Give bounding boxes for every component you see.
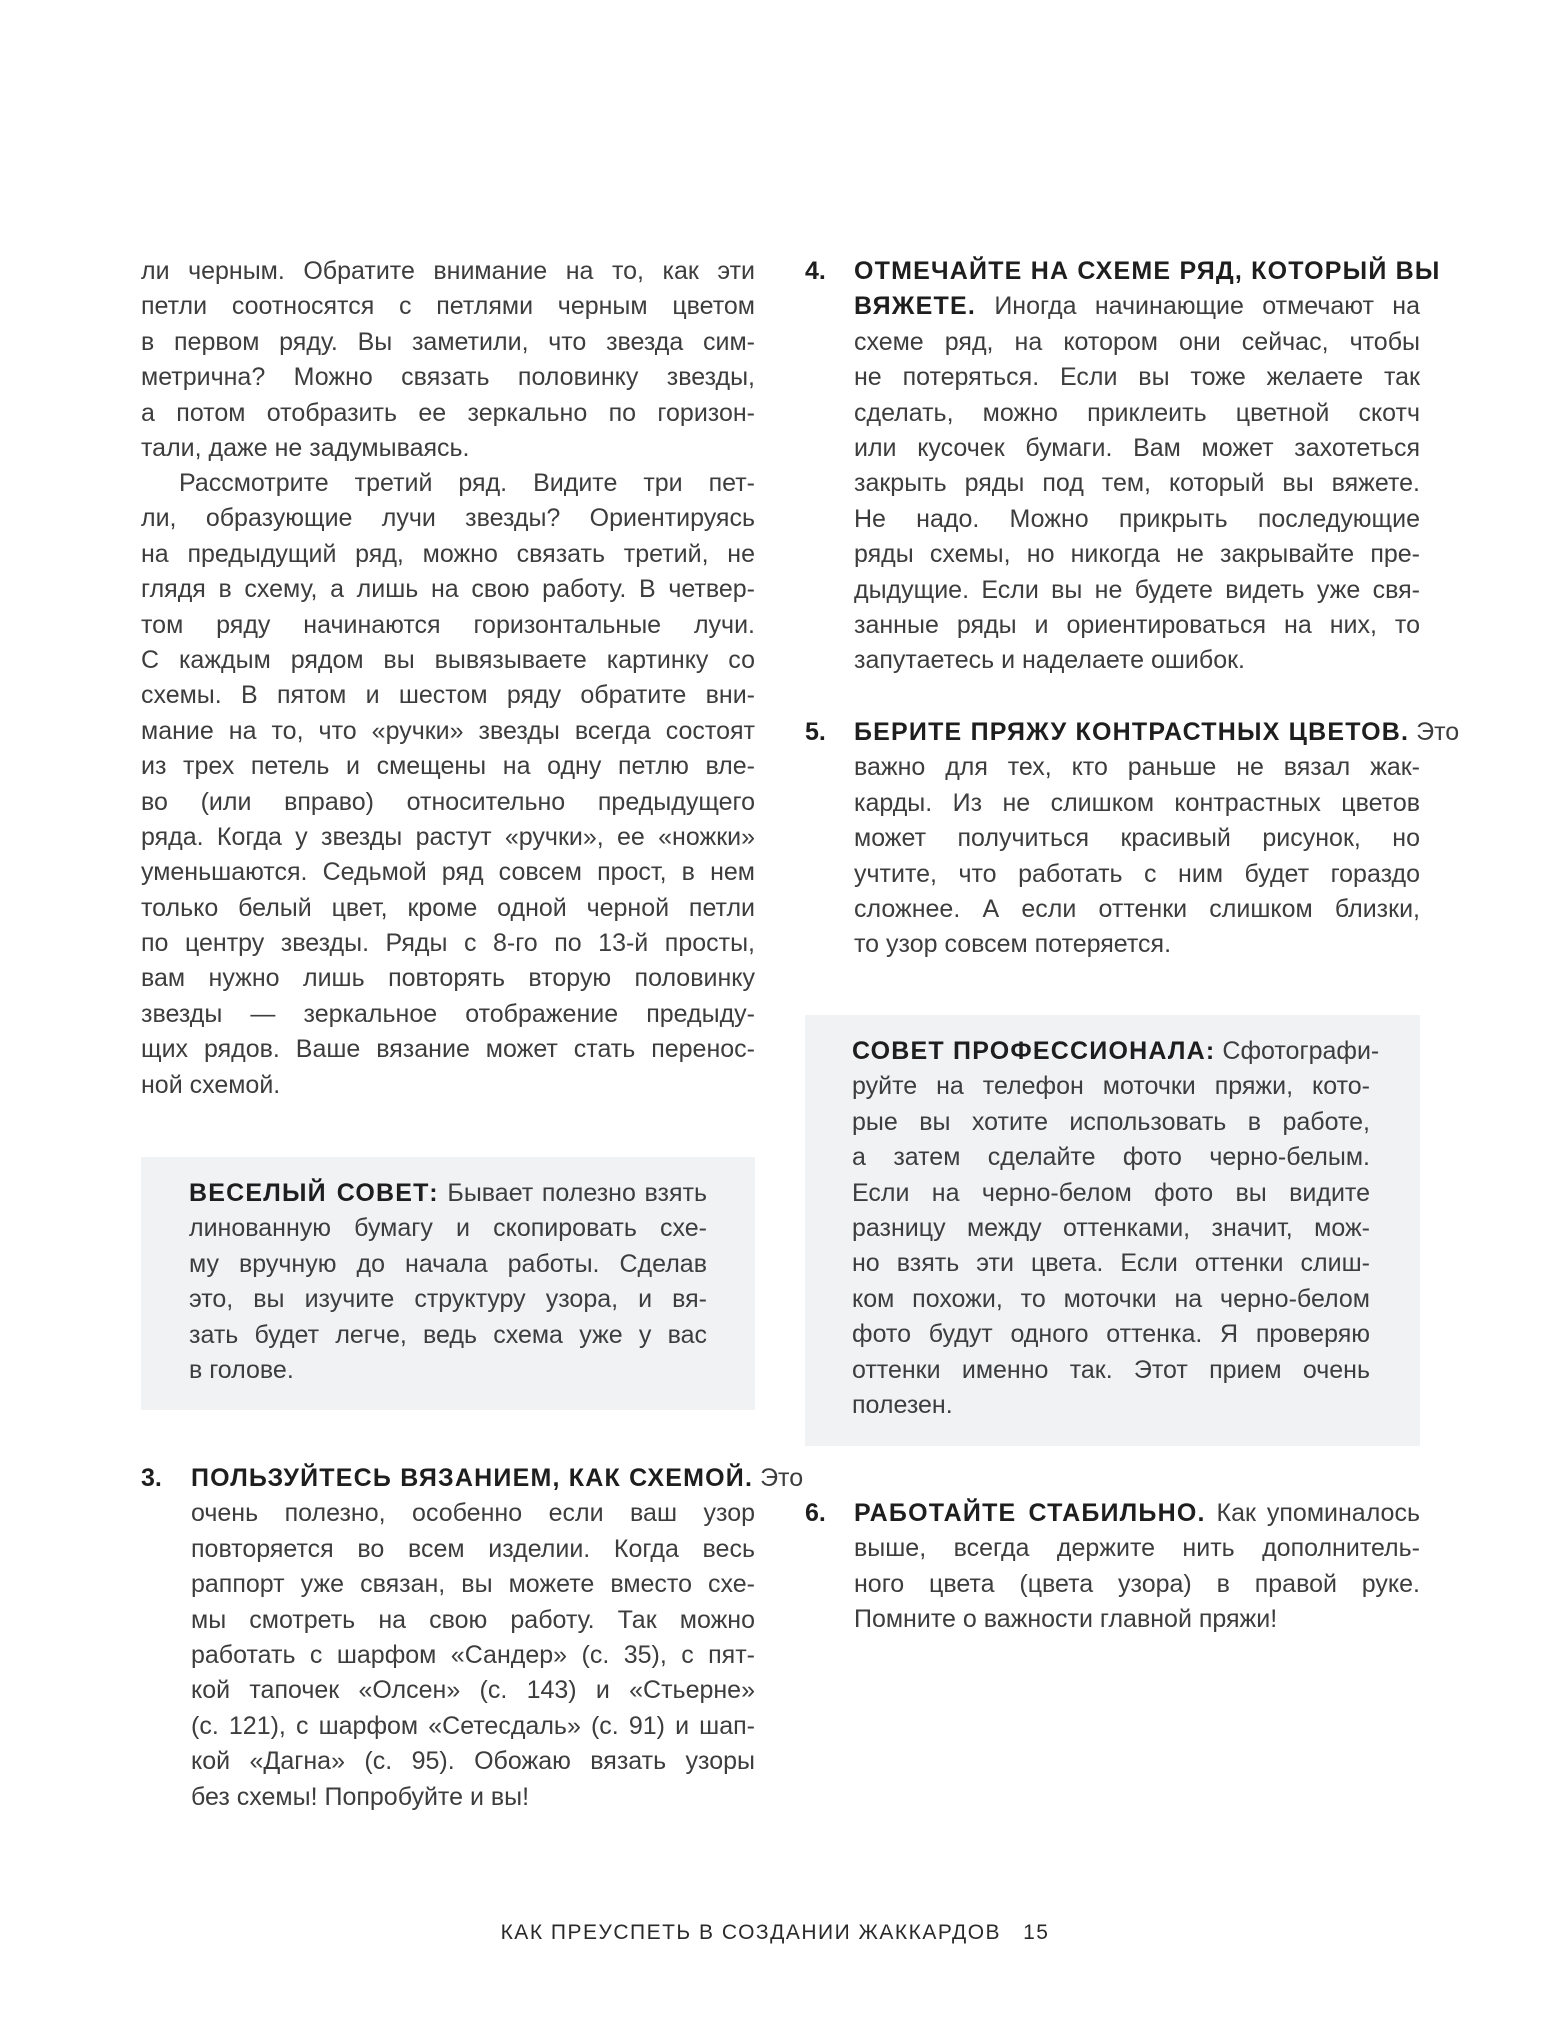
text-line: ного цвета (цвета узора) в правой руке. [854, 1569, 1420, 1598]
text-line: запутаетесь и наделаете ошибок. [854, 646, 1245, 675]
left-paragraph-2 [141, 466, 755, 1103]
text-line [191, 1461, 804, 1496]
item-5-text [854, 715, 1460, 963]
text-line: в голове. [189, 1355, 294, 1384]
text-line: очень полезно, особенно если ваш узор [191, 1499, 755, 1528]
line-text: Бывает полезно взять [438, 1179, 707, 1207]
item-3-text [191, 1461, 804, 1815]
text-line: му вручную до начала работы. Сделав [189, 1249, 707, 1278]
text-line: выше, всегда держите нить дополнитель- [854, 1534, 1420, 1563]
text-line: схемы. В пятом и шестом ряду обратите вни- [141, 681, 755, 710]
text-line [854, 1496, 1420, 1531]
text-line: важно для тех, кто раньше не вязал жак- [854, 753, 1420, 782]
text-line: а потом отобразить ее зеркально по горизон- [141, 398, 755, 427]
text-line: глядя в схему, а лишь на свою работу. В четвер- [141, 575, 755, 604]
text-line: звезды — зеркальное отображение предыду- [141, 999, 755, 1028]
text-line: ли, образующие лучи звезды? Ориентируясь [141, 504, 755, 533]
line-text: Иногда начинающие отмечают на [975, 292, 1420, 321]
item-6-text [854, 1496, 1420, 1638]
text-line: или кусочек бумаги. Вам может захотеться [854, 433, 1420, 462]
text-line: Если на черно-белом фото вы видите [852, 1178, 1370, 1207]
text-line: кой тапочек «Олсен» (с. 143) и «Стьерне» [191, 1676, 755, 1705]
text-line: по центру звезды. Ряды с 8-го по 13-й просты, [141, 929, 755, 958]
page-number: 15 [1023, 1921, 1050, 1944]
text-line: ли черным. Обратите внимание на то, как эти [141, 257, 755, 285]
bold-heading: БЕРИТЕ ПРЯЖУ КОНТРАСТНЫХ ЦВЕТОВ. [854, 718, 1410, 746]
text-line: сделать, можно приклеить цветной скотч [854, 398, 1420, 427]
text-line: схеме ряд, на котором они сейчас, чтобы [854, 327, 1420, 356]
item-4-number: 4. [805, 257, 826, 285]
text-line [189, 1176, 707, 1211]
text-line: повторяется во всем изделии. Когда весь [191, 1534, 755, 1563]
bold-heading: ОТМЕЧАЙТЕ НА СХЕМЕ РЯД, КОТОРЫЙ ВЫ [854, 257, 1441, 285]
line-text: Как упоминалось [1205, 1499, 1420, 1527]
text-line: Рассмотрите третий ряд. Видите три пет- [179, 469, 755, 497]
running-title: КАК ПРЕУСПЕТЬ В СОЗДАНИИ ЖАККАРДОВ [500, 1921, 1002, 1944]
text-line: сложнее. А если оттенки слишком близки, [854, 894, 1420, 923]
text-line: может получиться красивый рисунок, но [854, 824, 1420, 853]
item-5-number: 5. [805, 718, 826, 746]
bold-heading: ПОЛЬЗУЙТЕСЬ ВЯЗАНИЕМ, КАК СХЕМОЙ. [191, 1464, 754, 1492]
text-line: (с. 121), с шарфом «Сетесдаль» (с. 91) и шап- [191, 1711, 755, 1740]
text-line: линованную бумагу и скопировать схе- [189, 1214, 707, 1243]
text-line: ной схемой. [141, 1070, 281, 1099]
text-line: щих рядов. Ваше вязание может стать перенос- [141, 1035, 755, 1064]
text-line: Не надо. Можно прикрыть последующие [854, 504, 1420, 533]
text-line: а затем сделайте фото черно-белым. [852, 1143, 1370, 1172]
text-line: учтите, что работать с ним будет гораздо [854, 859, 1420, 888]
item-6-number: 6. [805, 1499, 826, 1527]
text-line: ряда. Когда у звезды растут «ручки», ее «ножки» [141, 822, 755, 851]
text-line: петли соотносятся с петлями черным цветом [141, 292, 755, 321]
text-line: уменьшаются. Седьмой ряд совсем прост, в нем [141, 858, 755, 887]
text-line [854, 715, 1460, 750]
text-line [854, 254, 1441, 289]
text-line: не потеряться. Если вы тоже желаете так [854, 363, 1420, 392]
text-line: без схемы! Попробуйте и вы! [191, 1782, 530, 1811]
text-line: ряды схемы, но никогда не закрывайте пре- [854, 540, 1420, 569]
text-line: С каждым рядом вы вывязываете картинку со [141, 645, 755, 674]
text-line: оттенки именно так. Этот прием очень [852, 1355, 1370, 1384]
text-line: разницу между оттенками, значит, мож- [852, 1213, 1370, 1242]
left-paragraph-1 [141, 254, 755, 466]
item-3-number: 3. [141, 1464, 162, 1492]
line-text: Сфотографи- [1215, 1037, 1380, 1065]
text-line: вам нужно лишь повторять вторую половинку [141, 964, 755, 993]
item-4-text [854, 254, 1441, 679]
text-line: то узор совсем потеряется. [854, 930, 1172, 959]
text-line: в первом ряду. Вы заметили, что звезда сим- [141, 327, 755, 356]
text-line: это, вы изучите структуру узора, и вя- [189, 1285, 707, 1314]
text-line: закрыть ряды под тем, который вы вяжете. [854, 469, 1420, 498]
text-line: кой «Дагна» (с. 95). Обожаю вязать узоры [191, 1747, 755, 1776]
text-line: фото будут одного оттенка. Я проверяю [852, 1320, 1370, 1349]
text-line: во (или вправо) относительно предыдущего [141, 787, 755, 816]
text-line [852, 1034, 1380, 1069]
bold-heading: ВЕСЕЛЫЙ СОВЕТ: [189, 1179, 439, 1207]
text-line: карды. Из не слишком контрастных цветов [854, 788, 1420, 817]
text-line: руйте на телефон моточки пряжи, кото- [852, 1072, 1370, 1101]
text-line: том ряду начинаются горизонтальные лучи. [141, 610, 755, 639]
text-line: из трех петель и смещены на одну петлю вле- [141, 752, 755, 781]
line-text: Это [753, 1464, 804, 1492]
text-line: Помните о важности главной пряжи! [854, 1605, 1278, 1634]
text-line: мание на то, что «ручки» звезды всегда состоят [141, 716, 755, 745]
text-line: метрична? Можно связать половинку звезды, [141, 363, 755, 392]
text-line: рые вы хотите использовать в работе, [852, 1107, 1370, 1136]
text-line: занные ряды и ориентироваться на них, то [854, 610, 1420, 639]
text-line: ком похожи, то моточки на черно-белом [852, 1284, 1370, 1313]
text-line: на предыдущий ряд, можно связать третий, не [141, 539, 755, 568]
text-line: но взять эти цвета. Если оттенки слиш- [852, 1249, 1370, 1278]
text-line: раппорт уже связан, вы можете вместо схе- [191, 1570, 755, 1599]
fun-tip-text [189, 1176, 707, 1388]
text-line: только белый цвет, кроме одной черной петли [141, 893, 755, 922]
bold-heading: ВЯЖЕТЕ. [854, 292, 976, 321]
text-line: работать с шарфом «Сандер» (с. 35), с пят- [191, 1640, 755, 1669]
line-text: Это [1409, 718, 1460, 746]
text-line: дыдущие. Если вы не будете видеть уже свя- [854, 575, 1420, 604]
text-line [854, 289, 1420, 324]
page-footer [0, 1921, 1550, 1945]
text-line: зать будет легче, ведь схема уже у вас [189, 1320, 707, 1349]
bold-heading: РАБОТАЙТЕ СТАБИЛЬНО. [854, 1499, 1206, 1527]
bold-heading: СОВЕТ ПРОФЕССИОНАЛА: [852, 1037, 1216, 1065]
text-line: мы смотреть на свою работу. Так можно [191, 1605, 755, 1634]
text-line: полезен. [852, 1390, 953, 1419]
text-line: тали, даже не задумываясь. [141, 433, 470, 462]
pro-tip-text [852, 1034, 1380, 1423]
